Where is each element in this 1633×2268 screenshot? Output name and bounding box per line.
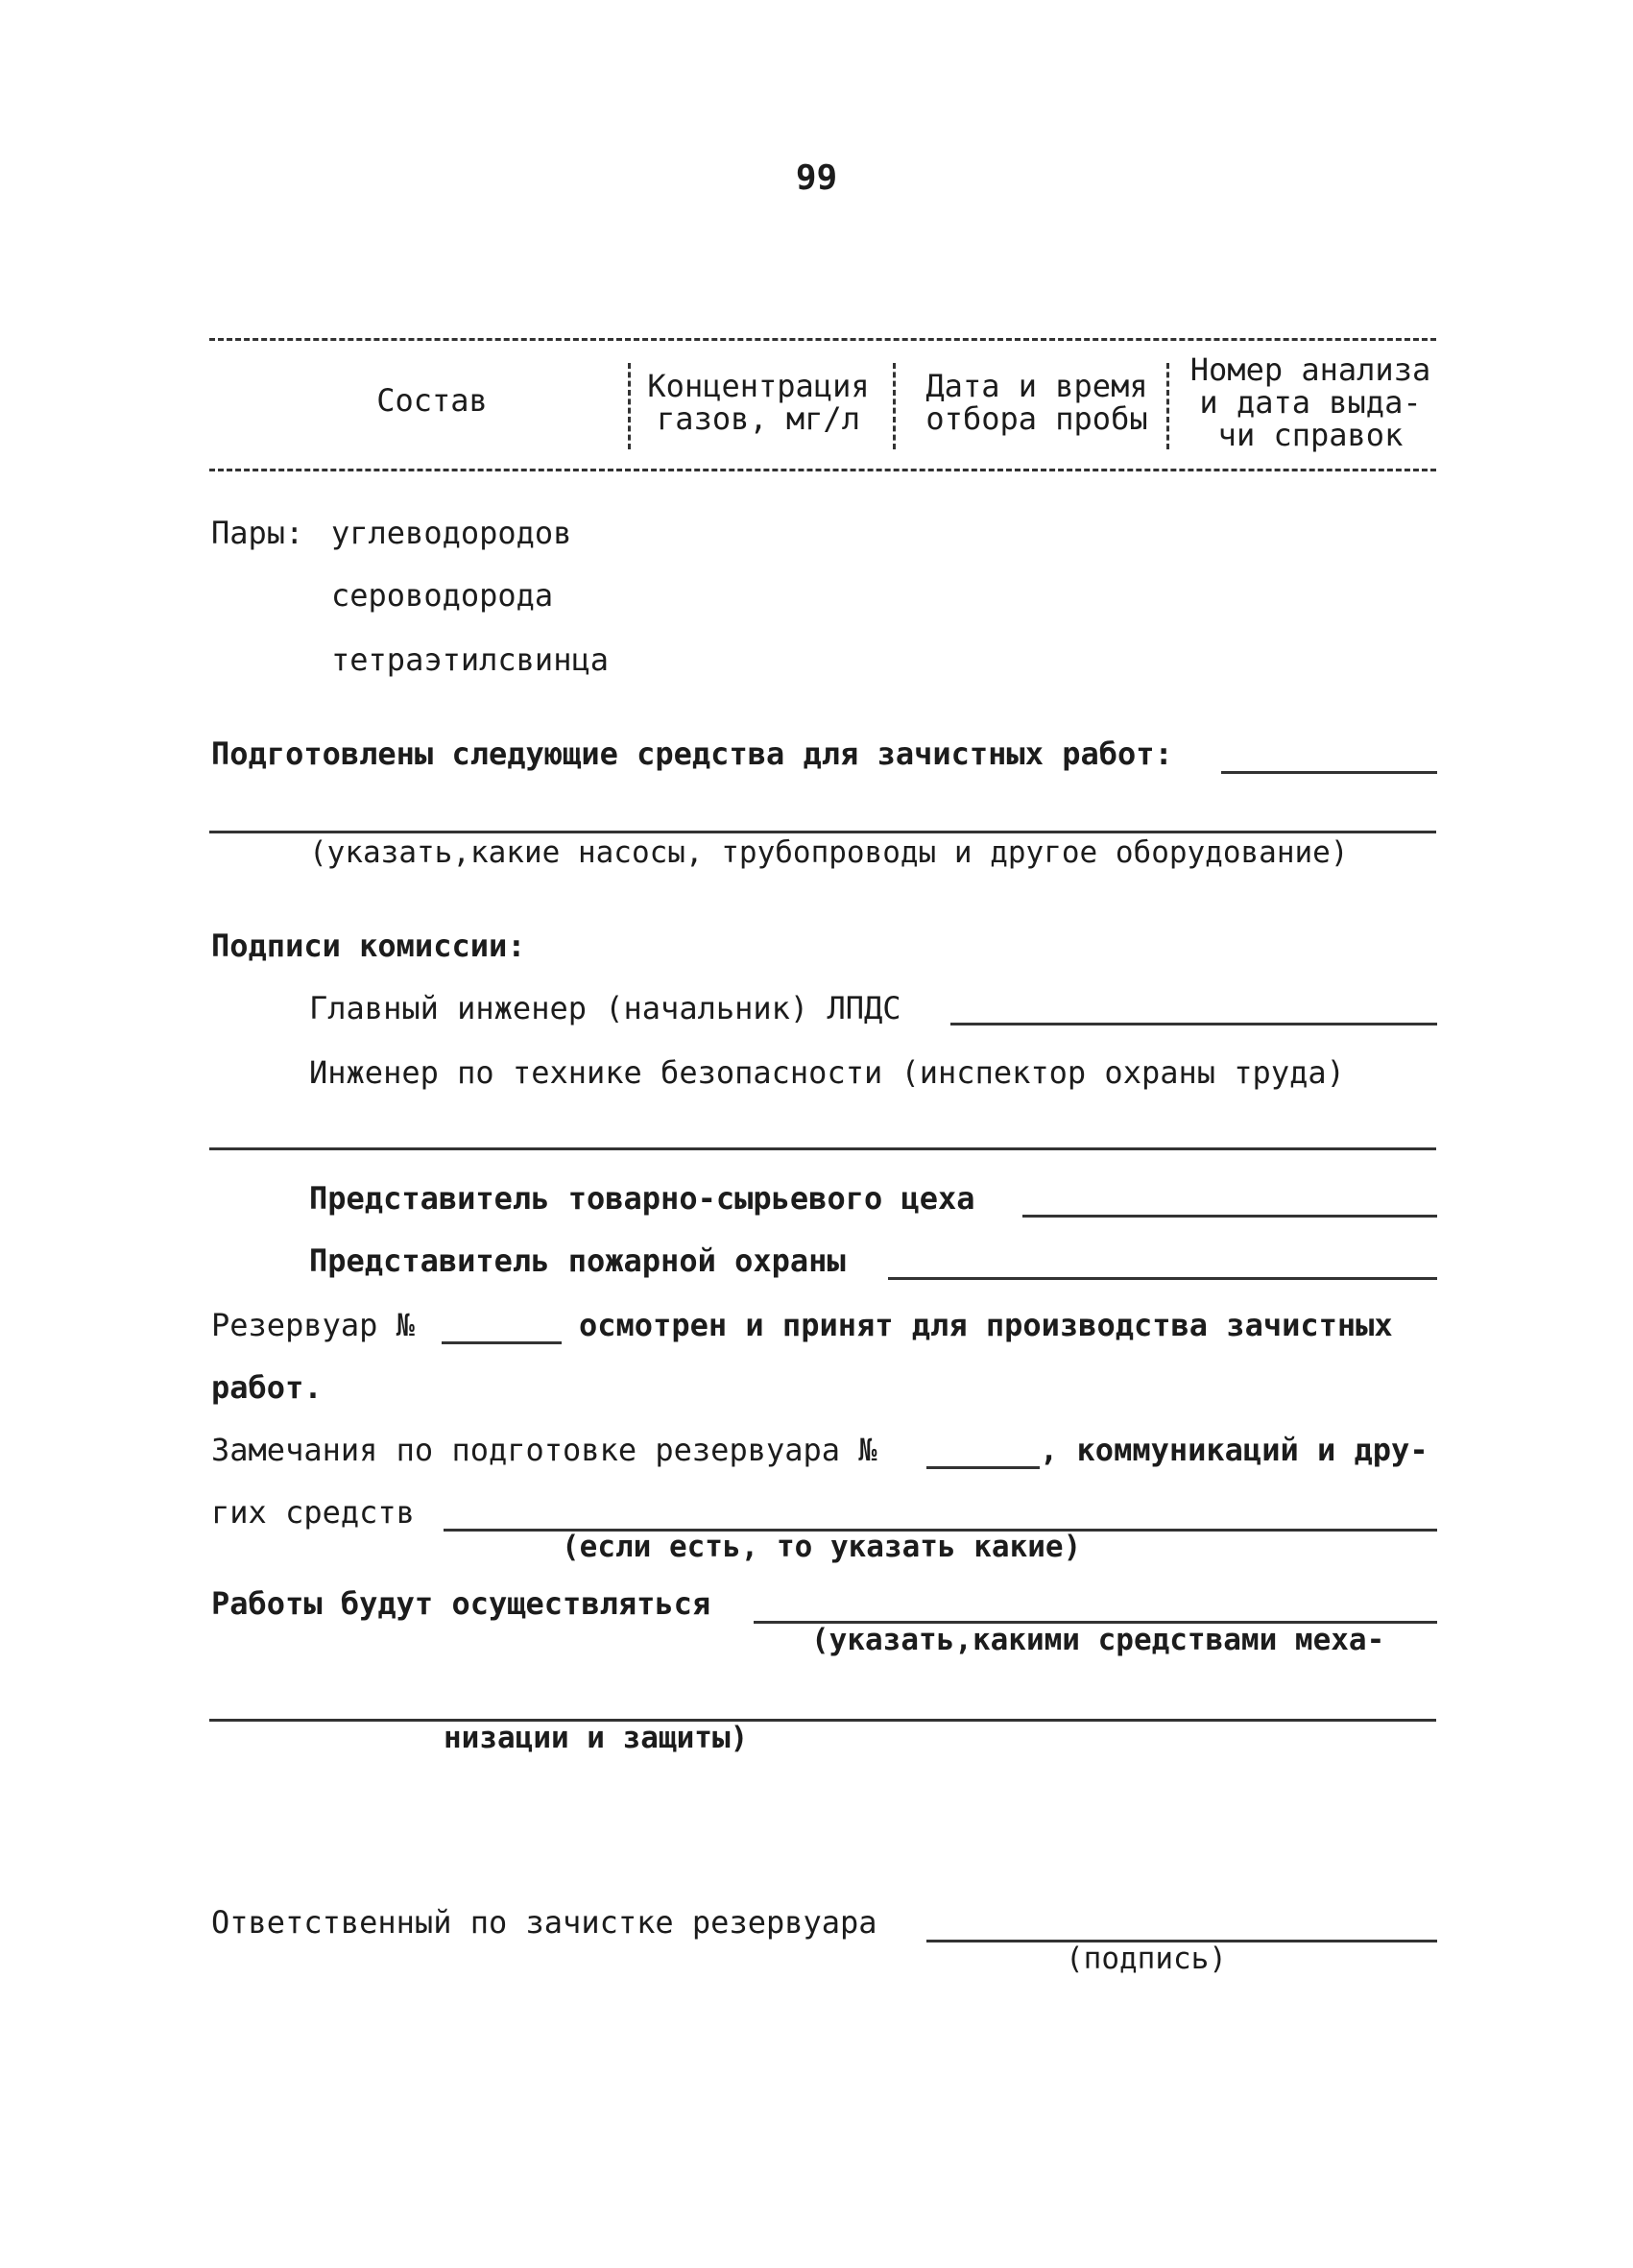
- remarks-tank-number-field[interactable]: [926, 1466, 1040, 1469]
- commission-title: Подписи комиссии:: [211, 928, 526, 964]
- fire-rep-signature[interactable]: [888, 1277, 1437, 1280]
- responsible-text: Ответственный по зачистке резервуара: [211, 1904, 877, 1941]
- vapors-item: сероводорода: [331, 577, 554, 614]
- works-text: Работы будут осуществляться: [211, 1585, 711, 1622]
- header-composition: Состав: [376, 382, 488, 419]
- header-concentration: Концентрация газов, мг/л: [647, 368, 870, 437]
- vapors-label: Пары:: [211, 515, 304, 551]
- remarks-other-means: гих средств: [211, 1494, 415, 1531]
- commodity-rep-label: Представитель товарно-сырьевого цеха: [309, 1180, 975, 1217]
- tank-inspected-works: работ.: [211, 1369, 323, 1406]
- chief-engineer-signature[interactable]: [950, 1023, 1437, 1025]
- header-separator: [1166, 363, 1169, 449]
- commodity-rep-signature[interactable]: [1022, 1215, 1437, 1218]
- header-separator: [893, 363, 896, 449]
- tank-label: Резервуар №: [211, 1307, 415, 1343]
- safety-engineer-signature[interactable]: [209, 1147, 1436, 1150]
- fire-rep-label: Представитель пожарной охраны: [309, 1243, 846, 1279]
- vapors-item: углеводородов: [331, 515, 572, 551]
- works-hint-2: низации и защиты): [444, 1721, 749, 1755]
- header-analysis-number: Номер анализа и дата выда- чи справок: [1189, 351, 1431, 453]
- safety-engineer-label: Инженер по технике безопасности (инспектор охраны труда): [309, 1054, 1345, 1091]
- remarks-hint: (если есть, то указать какие): [562, 1530, 1082, 1564]
- page-number: 99: [795, 158, 838, 198]
- table-bottom-rule: [209, 469, 1436, 471]
- header-sample-date: Дата и время отбора пробы: [925, 368, 1148, 437]
- prepared-means-text: Подготовлены следующие средства для зачистных работ:: [211, 736, 1173, 772]
- vapors-item: тетраэтилсвинца: [331, 641, 609, 678]
- prepared-means-field-line2[interactable]: [209, 831, 1436, 833]
- remarks-text: Замечания по подготовке резервуара №: [211, 1432, 877, 1468]
- chief-engineer-label: Главный инженер (начальник) ЛПДС: [309, 990, 901, 1026]
- prepared-means-field[interactable]: [1221, 771, 1437, 774]
- prepared-means-hint: (указать,какие насосы, трубопроводы и другое оборудование): [309, 835, 1349, 870]
- tank-inspected-text: осмотрен и принят для производства зачистных: [579, 1307, 1393, 1343]
- works-field-line2[interactable]: [209, 1719, 1436, 1722]
- remarks-communications: , коммуникаций и дру-: [1040, 1432, 1429, 1468]
- responsible-hint: (подпись): [1066, 1942, 1227, 1976]
- tank-number-field[interactable]: [442, 1341, 562, 1344]
- table-top-rule: [209, 338, 1436, 341]
- header-separator: [628, 363, 631, 449]
- works-hint-1: (указать,какими средствами меха-: [811, 1623, 1385, 1657]
